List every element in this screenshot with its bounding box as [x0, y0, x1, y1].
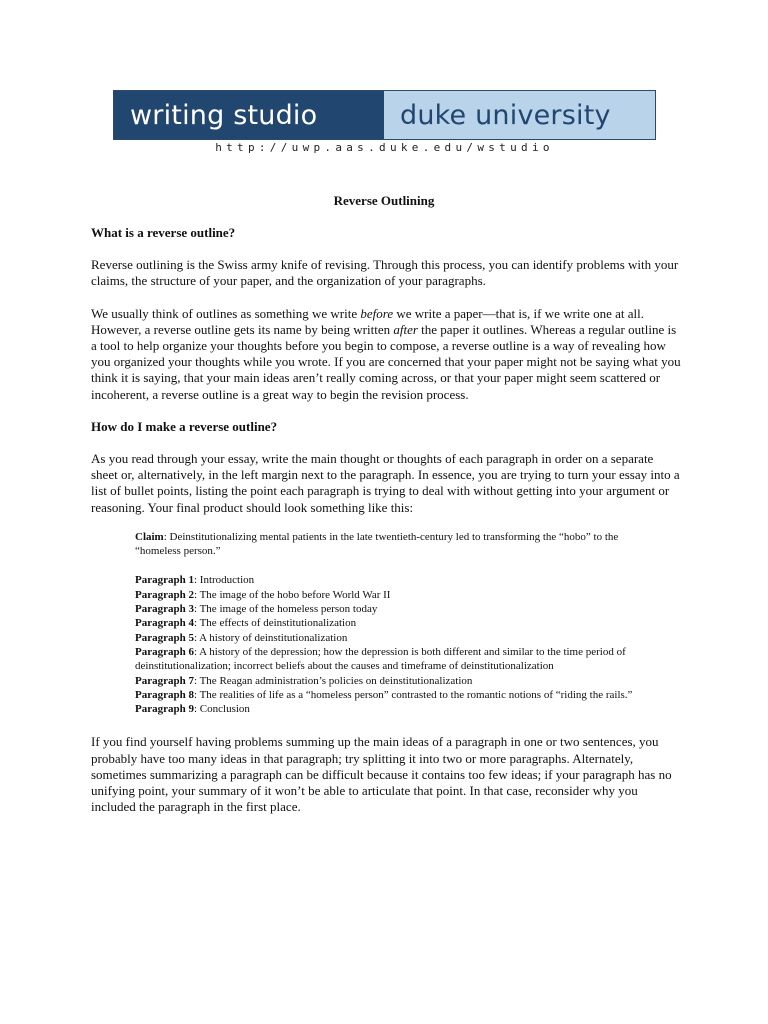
outline-item: Paragraph 4: The effects of deinstitutionalization	[135, 617, 357, 630]
outline-item: Paragraph 5: A history of deinstitutionalization	[135, 631, 348, 644]
section-heading-how-to: How do I make a reverse outline?	[91, 418, 278, 434]
claim-label: Claim	[135, 530, 164, 543]
section-heading-what-is: What is a reverse outline?	[91, 225, 236, 240]
document-body	[91, 225, 681, 831]
claim-text: : Deinstitutionalizing mental patients in the late twentieth-century led to transforming the “hobo” to the “homeless person.”	[135, 530, 619, 558]
outline-item: Paragraph 6: A history of the depression; how the depression is both different and similar to the time period of deinstitutionalization; incorrect beliefs about the causes and timeframe of deinstitutionalization	[135, 645, 626, 673]
banner-duke-university: duke university	[384, 91, 655, 139]
emphasis-after: after	[393, 321, 418, 337]
writing-studio-logo-banner	[113, 90, 656, 140]
intro-paragraph: Reverse outlining is the Swiss army knife of revising. Through this process, you can identify problems with your claims, the structure of your paper, and the organization of your paragraphs.	[91, 257, 679, 289]
outline-claim	[135, 530, 635, 559]
emphasis-before: before	[360, 305, 394, 321]
outline-item: Paragraph 3: The image of the homeless person today	[135, 603, 378, 616]
page-title: Reverse Outlining	[333, 193, 435, 208]
outline-item: Paragraph 1: Introduction	[135, 574, 255, 587]
outline-item: Paragraph 8: The realities of life as a “homeless person” contrasted to the romantic notions of “riding the rails.”	[135, 688, 633, 701]
example-outline	[135, 530, 635, 717]
outline-item: Paragraph 7: The Reagan administration’s policies on deinstitutionalization	[135, 674, 473, 687]
outlines-paragraph: We usually think of outlines as something we write before we write a paper—that is, if we write one at all. However, a reverse outline gets its name by being written after the paper it outlines. Whereas a regular outline is a tool to help organize your thoughts before you begin to compose, a reverse outline is a way of revealing how you organized your thoughts while you wrote. If you are concerned that your paper might not be saying what you think it is saying, that your main ideas aren’t really coming across, or that your paper might seem scattered or incoherent, a reverse outline is a great way to begin the revision process.	[91, 305, 681, 402]
outline-item: Paragraph 2: The image of the hobo before World War II	[135, 588, 391, 601]
banner-writing-studio: writing studio	[114, 91, 384, 139]
website-url[interactable]: http://uwp.aas.duke.edu/wstudio	[215, 141, 554, 154]
instructions-paragraph: As you read through your essay, write the main thought or thoughts of each paragraph in order on a separate sheet or, alternatively, in the left margin next to the paragraph. In essence, you are trying to turn your essay into a list of bullet points, listing the point each paragraph is trying to deal with without getting into your argument or reasoning. Your final product should look something like this:	[91, 451, 680, 515]
outline-item: Paragraph 9: Conclusion	[135, 703, 250, 716]
closing-paragraph: If you find yourself having problems summing up the main ideas of a paragraph in one or two sentences, you probably have too many ideas in that paragraph; try splitting it into two or more paragraphs. Alternately, sometimes summarizing a paragraph can be difficult because it contains too few ideas; if your paragraph has no unifying point, your summary of it won’t be able to articulate that point. In that case, reconsider why you included the paragraph in the first place.	[91, 734, 672, 815]
